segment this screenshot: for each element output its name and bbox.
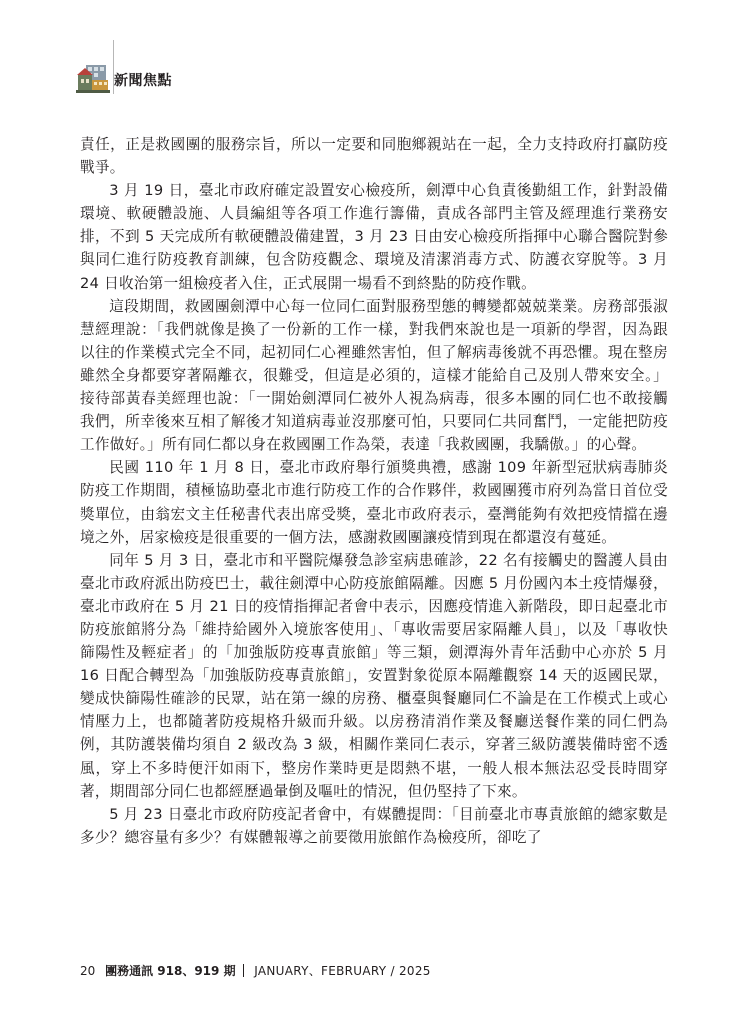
article-body [80, 133, 668, 849]
article-paragraph: 同年 5 月 3 日，臺北市和平醫院爆發急診室病患確診，22 名有接觸史的醫護人員由臺北市政府派出防疫巴士，載往劍潭中心防疫旅館隔離。因應 5 月份國內本土疫情爆發，臺北市政府在 5 月 21 日的疫情指揮記者會中表示，因應疫情進入新階段，即日起臺北市防疫旅館將分為「維持給國外入境旅客使用」、「專收需要居家隔離人員」，以及「專收快篩陽性及輕症者」的「加強版防疫專責旅館」等三類，劍潭海外青年活動中心亦於 5 月 16 日配合轉型為「加強版防疫專責旅館」，安置對象從原本隔離觀察 14 天的返國民眾，變成快篩陽性確診的民眾，站在第一線的房務、櫃臺與餐廳同仁不論是在工作模式上或心情壓力上，也都隨著防疫規格升級而升級。以房務清消作業及餐廳送餐作業的同仁們為例，其防護裝備均須自 2 級改為 3 級，相關作業同仁表示，穿著三級防護裝備時密不透風，穿上不多時便汗如雨下，整房作業時更是悶熱不堪，一般人根本無法忍受長時間穿著，期間部分同仁也都經歷過暈倒及嘔吐的情況，但仍堅持了下來。 [80, 551, 668, 800]
article-paragraph: 5 月 23 日臺北市政府防疫記者會中，有媒體提問：「目前臺北市專責旅館的總家數是多少？總容量有多少？有媒體報導之前要徵用旅館作為檢疫所，卻吃了 [80, 805, 668, 846]
building-collage-logo [76, 62, 110, 94]
page-number: 20 [80, 964, 96, 978]
publication-title: 團務通訊 918、919 期 [105, 964, 236, 978]
article-paragraph: 3 月 19 日，臺北市政府確定設置安心檢疫所，劍潭中心負責後勤組工作，針對設備環境、軟硬體設施、人員編組等各項工作進行籌備，責成各部門主管及經理進行業務安排，不到 5 天完成所有軟硬體設備建置，3 月 23 日由安心檢疫所指揮中心聯合醫院對參與同仁進行防疫教育訓練，包含防疫觀念、環境及清潔消毒方式、防護衣穿脫等。3 月 24 日收治第一組檢疫者入住，正式展開一場看不到終點的防疫作戰。 [80, 182, 668, 292]
article-paragraph: 民國 110 年 1 月 8 日，臺北市政府舉行頒獎典禮，感謝 109 年新型冠狀病毒肺炎防疫工作期間，積極協助臺北市進行防疫工作的合作夥伴，救國團獲市府列為當日首位受獎單位，由翁宏文主任秘書代表出席受獎，臺北市政府表示，臺灣能夠有效把疫情擋在邊境之外，居家檢疫是很重要的一個方法，感謝救國團讓疫情到現在都還沒有蔓延。 [80, 459, 668, 546]
page-footer [80, 962, 431, 979]
issue-date: JANUARY、FEBRUARY / 2025 [254, 964, 431, 978]
page-header [76, 40, 196, 100]
section-title: 新聞焦點 [114, 73, 172, 89]
article-paragraph: 責任，正是救國團的服務宗旨，所以一定要和同胞鄉親站在一起，全力支持政府打贏防疫戰爭。 [80, 136, 668, 177]
footer-divider [243, 964, 244, 977]
article-paragraph: 這段期間，救國團劍潭中心每一位同仁面對服務型態的轉變都兢兢業業。房務部張淑慧經理說：「我們就像是換了一份新的工作一樣，對我們來說也是一項新的學習，因為跟以往的作業模式完全不同，起初同仁心裡雖然害怕，但了解病毒後就不再恐懼。現在整房雖然全身都要穿著隔離衣，很難受，但這是必須的，這樣才能給自己及別人帶來安全。」接待部黃春美經理也說：「一開始劍潭同仁被外人視為病毒，很多本團的同仁也不敢接觸我們，所幸後來互相了解後才知道病毒並沒那麼可怕，只要同仁共同奮鬥，一定能把防疫工作做好。」所有同仁都以身在救國團工作為榮，表達「我救國團，我驕傲。」的心聲。 [80, 297, 668, 454]
